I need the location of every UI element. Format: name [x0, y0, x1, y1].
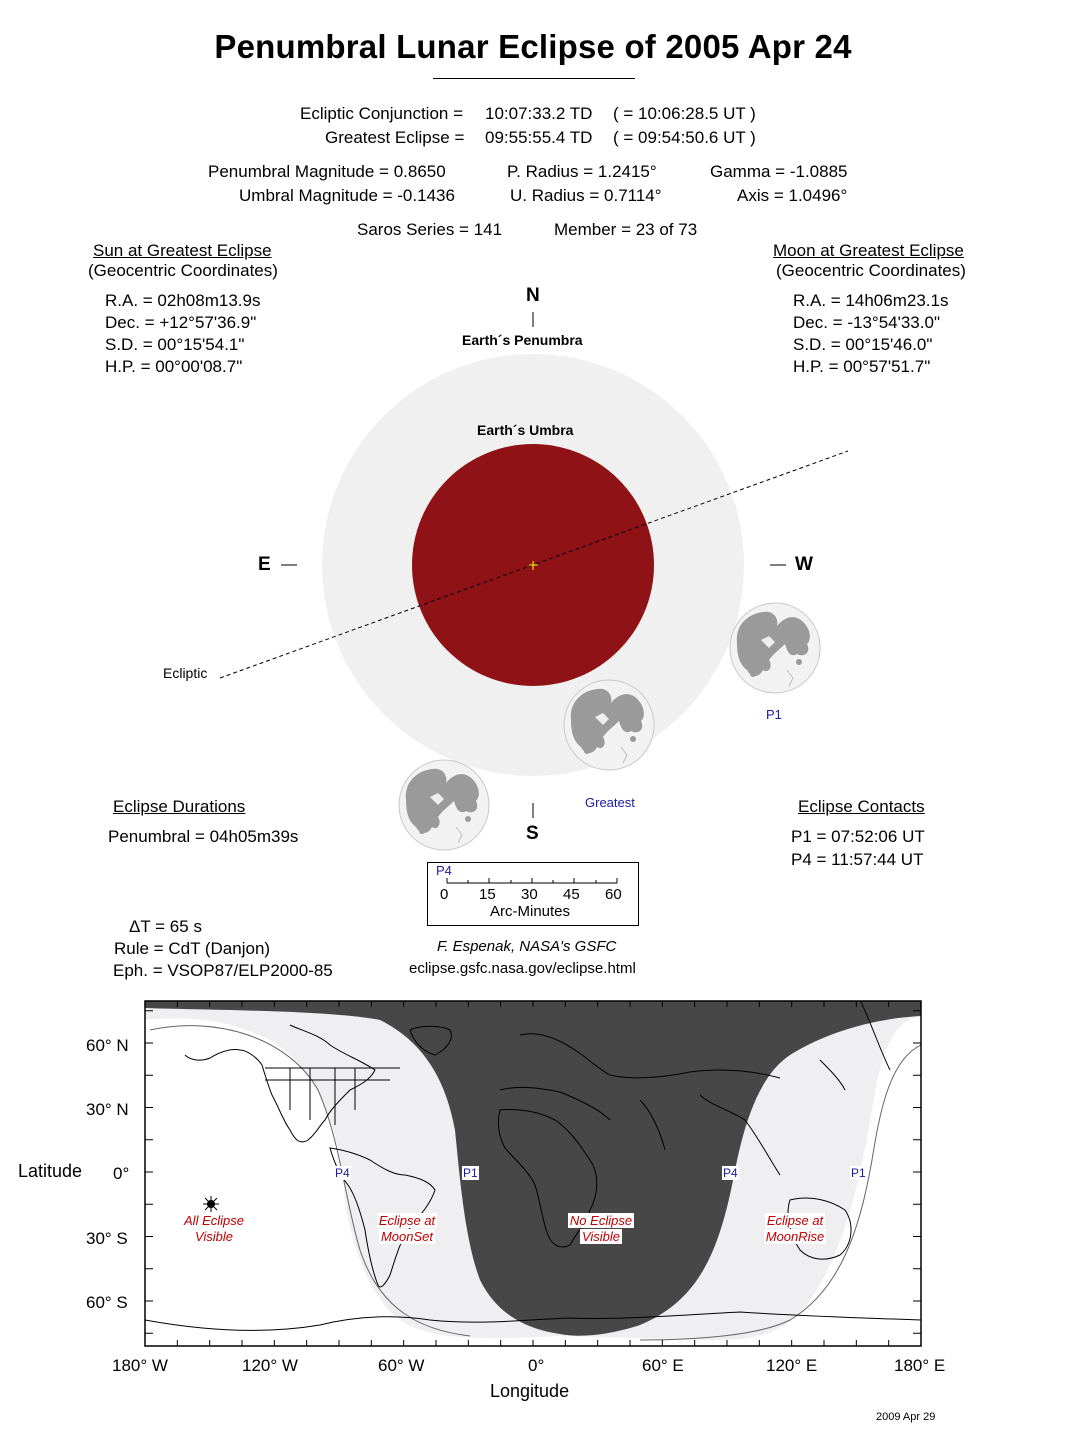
page-title: Penumbral Lunar Eclipse of 2005 Apr 24 — [214, 28, 852, 65]
greatest-td: 09:55:55.4 TD — [485, 128, 593, 147]
p1-moon-label: P1 — [766, 707, 782, 722]
footer-date: 2009 Apr 29 — [876, 1411, 936, 1423]
conjunction-td: 10:07:33.2 TD — [485, 104, 593, 123]
sun-zenith-icon — [203, 1196, 219, 1212]
south-label: S — [526, 823, 539, 844]
greatest-ut: ( = 09:54:50.6 UT ) — [613, 128, 756, 147]
scale-unit: Arc-Minutes — [490, 903, 571, 920]
moon-hp: H.P. = 00°57'51.7" — [793, 357, 931, 376]
lon-tick-60w: 60° W — [378, 1356, 425, 1375]
zone-moonset-label: Eclipse at MoonSet — [378, 1213, 436, 1244]
penumbral-duration: Penumbral = 04h05m39s — [108, 827, 299, 846]
map-p4-east-label: P4 — [723, 1166, 738, 1180]
credit-author: F. Espenak, NASA's GSFC — [437, 938, 617, 955]
greatest-label: Greatest Eclipse = — [325, 128, 465, 147]
saros-member: Member = 23 of 73 — [554, 220, 698, 239]
sun-hp: H.P. = 00°00'08.7" — [105, 357, 243, 376]
scale-p4-label: P4 — [436, 863, 452, 878]
lon-tick-120e: 120° E — [766, 1356, 818, 1375]
scale-tick-45: 45 — [563, 886, 580, 903]
moon-subheading: (Geocentric Coordinates) — [776, 261, 966, 280]
zone-moonrise-label: Eclipse at MoonRise — [765, 1213, 825, 1244]
lat-tick-30n: 30° N — [86, 1100, 129, 1119]
lat-tick-60s: 60° S — [86, 1293, 128, 1312]
lon-tick-0: 0° — [528, 1356, 545, 1375]
west-label: W — [795, 554, 813, 575]
map-ylabel: Latitude — [18, 1161, 83, 1181]
sun-sd: S.D. = 00°15'54.1" — [105, 335, 245, 354]
sun-dec: Dec. = +12°57'36.9" — [105, 313, 257, 332]
conjunction-ut: ( = 10:06:28.5 UT ) — [613, 104, 756, 123]
umbral-magnitude: Umbral Magnitude = -0.1436 — [239, 186, 455, 205]
durations-heading: Eclipse Durations — [113, 797, 246, 816]
scale-tick-15: 15 — [479, 886, 496, 903]
penumbral-radius: P. Radius = 1.2415° — [507, 162, 657, 181]
umbral-radius: U. Radius = 0.7114° — [510, 186, 662, 205]
scale-tick-60: 60 — [605, 886, 622, 903]
map-xlabel: Longitude — [490, 1381, 570, 1401]
lon-tick-180w: 180° W — [112, 1356, 168, 1375]
conjunction-label: Ecliptic Conjunction = — [300, 104, 464, 123]
map-p1-west-label: P1 — [463, 1166, 478, 1180]
gamma: Gamma = -1.0885 — [710, 162, 848, 181]
lon-tick-60e: 60° E — [642, 1356, 684, 1375]
lat-tick-60n: 60° N — [86, 1036, 129, 1055]
penumbra-label: Earth´s Penumbra — [462, 332, 583, 348]
east-label: E — [258, 554, 271, 575]
sun-ra: R.A. = 02h08m13.9s — [105, 291, 261, 310]
map-p4-west-label: P4 — [335, 1166, 350, 1180]
greatest-moon-label: Greatest — [585, 795, 635, 810]
ephemeris: Eph. = VSOP87/ELP2000-85 — [113, 961, 333, 980]
lon-tick-120w: 120° W — [242, 1356, 298, 1375]
zone-no-eclipse-label: No Eclipse Visible — [569, 1213, 633, 1244]
delta-t: ΔT = 65 s — [129, 917, 202, 936]
lat-tick-0: 0° — [113, 1164, 130, 1183]
sun-heading: Sun at Greatest Eclipse — [93, 241, 272, 260]
rule: Rule = CdT (Danjon) — [114, 939, 271, 958]
moon-ra: R.A. = 14h06m23.1s — [793, 291, 949, 310]
zone-all-visible-label: All Eclipse Visible — [184, 1213, 244, 1244]
lon-tick-180e: 180° E — [894, 1356, 946, 1375]
scale-tick-0: 0 — [440, 886, 449, 903]
map-p1-east-label: P1 — [851, 1166, 866, 1180]
scale-tick-30: 30 — [521, 886, 538, 903]
moon-sd: S.D. = 00°15'46.0" — [793, 335, 933, 354]
saros-series: Saros Series = 141 — [357, 220, 503, 239]
axis: Axis = 1.0496° — [737, 186, 848, 205]
ecliptic-label: Ecliptic — [163, 665, 208, 681]
north-label: N — [526, 285, 540, 306]
credit-url[interactable]: eclipse.gsfc.nasa.gov/eclipse.html — [409, 960, 636, 977]
sun-subheading: (Geocentric Coordinates) — [88, 261, 278, 280]
moon-heading: Moon at Greatest Eclipse — [773, 241, 964, 260]
penumbral-magnitude: Penumbral Magnitude = 0.8650 — [208, 162, 446, 181]
umbra-label: Earth´s Umbra — [477, 422, 574, 438]
lat-tick-30s: 30° S — [86, 1229, 128, 1248]
contacts-heading: Eclipse Contacts — [798, 797, 925, 816]
contact-p4: P4 = 11:57:44 UT — [791, 850, 924, 869]
contact-p1: P1 = 07:52:06 UT — [791, 827, 925, 846]
moon-dec: Dec. = -13°54'33.0" — [793, 313, 940, 332]
